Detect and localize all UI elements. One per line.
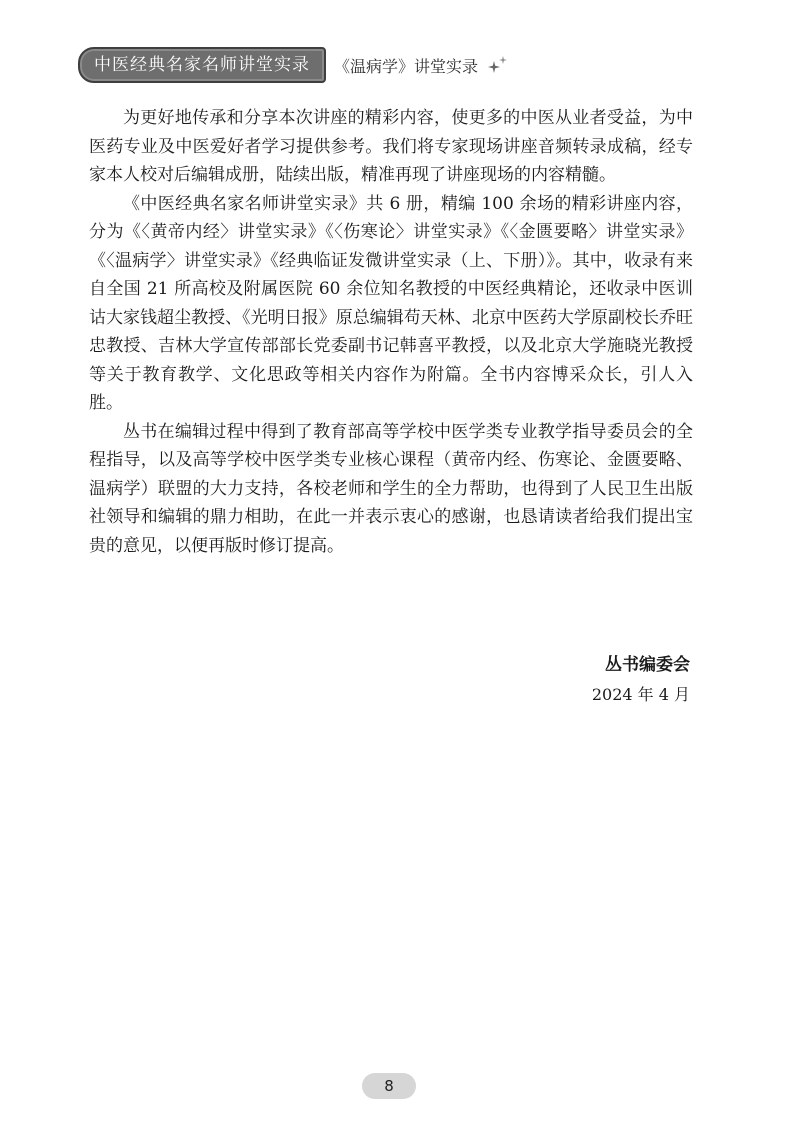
running-header xyxy=(78,48,510,82)
sparkle-icon xyxy=(486,55,510,75)
series-title-badge: 中医经典名家名师讲堂实录 xyxy=(78,47,326,83)
signature-block xyxy=(592,650,690,710)
book-title: 《温病学》讲堂实录 xyxy=(334,56,479,76)
page-number: 8 xyxy=(362,1073,416,1099)
paragraph: 为更好地传承和分享本次讲座的精彩内容，使更多的中医从业者受益，为中医药专业及中医爱好者学习提供参考。我们将专家现场讲座音频转录成稿，经专家本人校对后编辑成册，陆续出版，精准再现了讲座现场的内容精髓。 xyxy=(89,108,693,185)
paragraph: 丛书在编辑过程中得到了教育部高等学校中医学类专业教学指导委员会的全程指导，以及高等学校中医学类专业核心课程（黄帝内经、伤寒论、金匮要略、温病学）联盟的大力支持，各校老师和学生的全力帮助，也得到了人民卫生出版社领导和编辑的鼎力相助，在此一并表示衷心的感谢，也恳请读者给我们提出宝贵的意见，以便再版时修订提高。 xyxy=(89,421,693,556)
signature-author: 丛书编委会 xyxy=(605,655,690,675)
signature-date: 2024 年 4 月 xyxy=(591,685,690,704)
preface-body xyxy=(89,104,693,560)
paragraph: 《中医经典名家名师讲堂实录》共 6 册，精编 100 余场的精彩讲座内容，分为《〈黄帝内经〉讲堂实录》《〈伤寒论〉讲堂实录》《〈金匮要略〉讲堂实录》《〈温病学〉讲堂实录》《经典临证发微讲堂实录（上、下册）》。其中，收录有来自全国 21 所高校及附属医院 60 余位知名教授的中医经典精论，还收录中医训诂大家钱超尘教授、《光明日报》原总编辑苟天林、北京中医药大学原副校长乔旺忠教授、吉林大学宣传部部长党委副书记韩喜平教授，以及北京大学施晓光教授等关于教育教学、文化思政等相关内容作为附篇。全书内容博采众长，引人入胜。 xyxy=(89,193,693,413)
